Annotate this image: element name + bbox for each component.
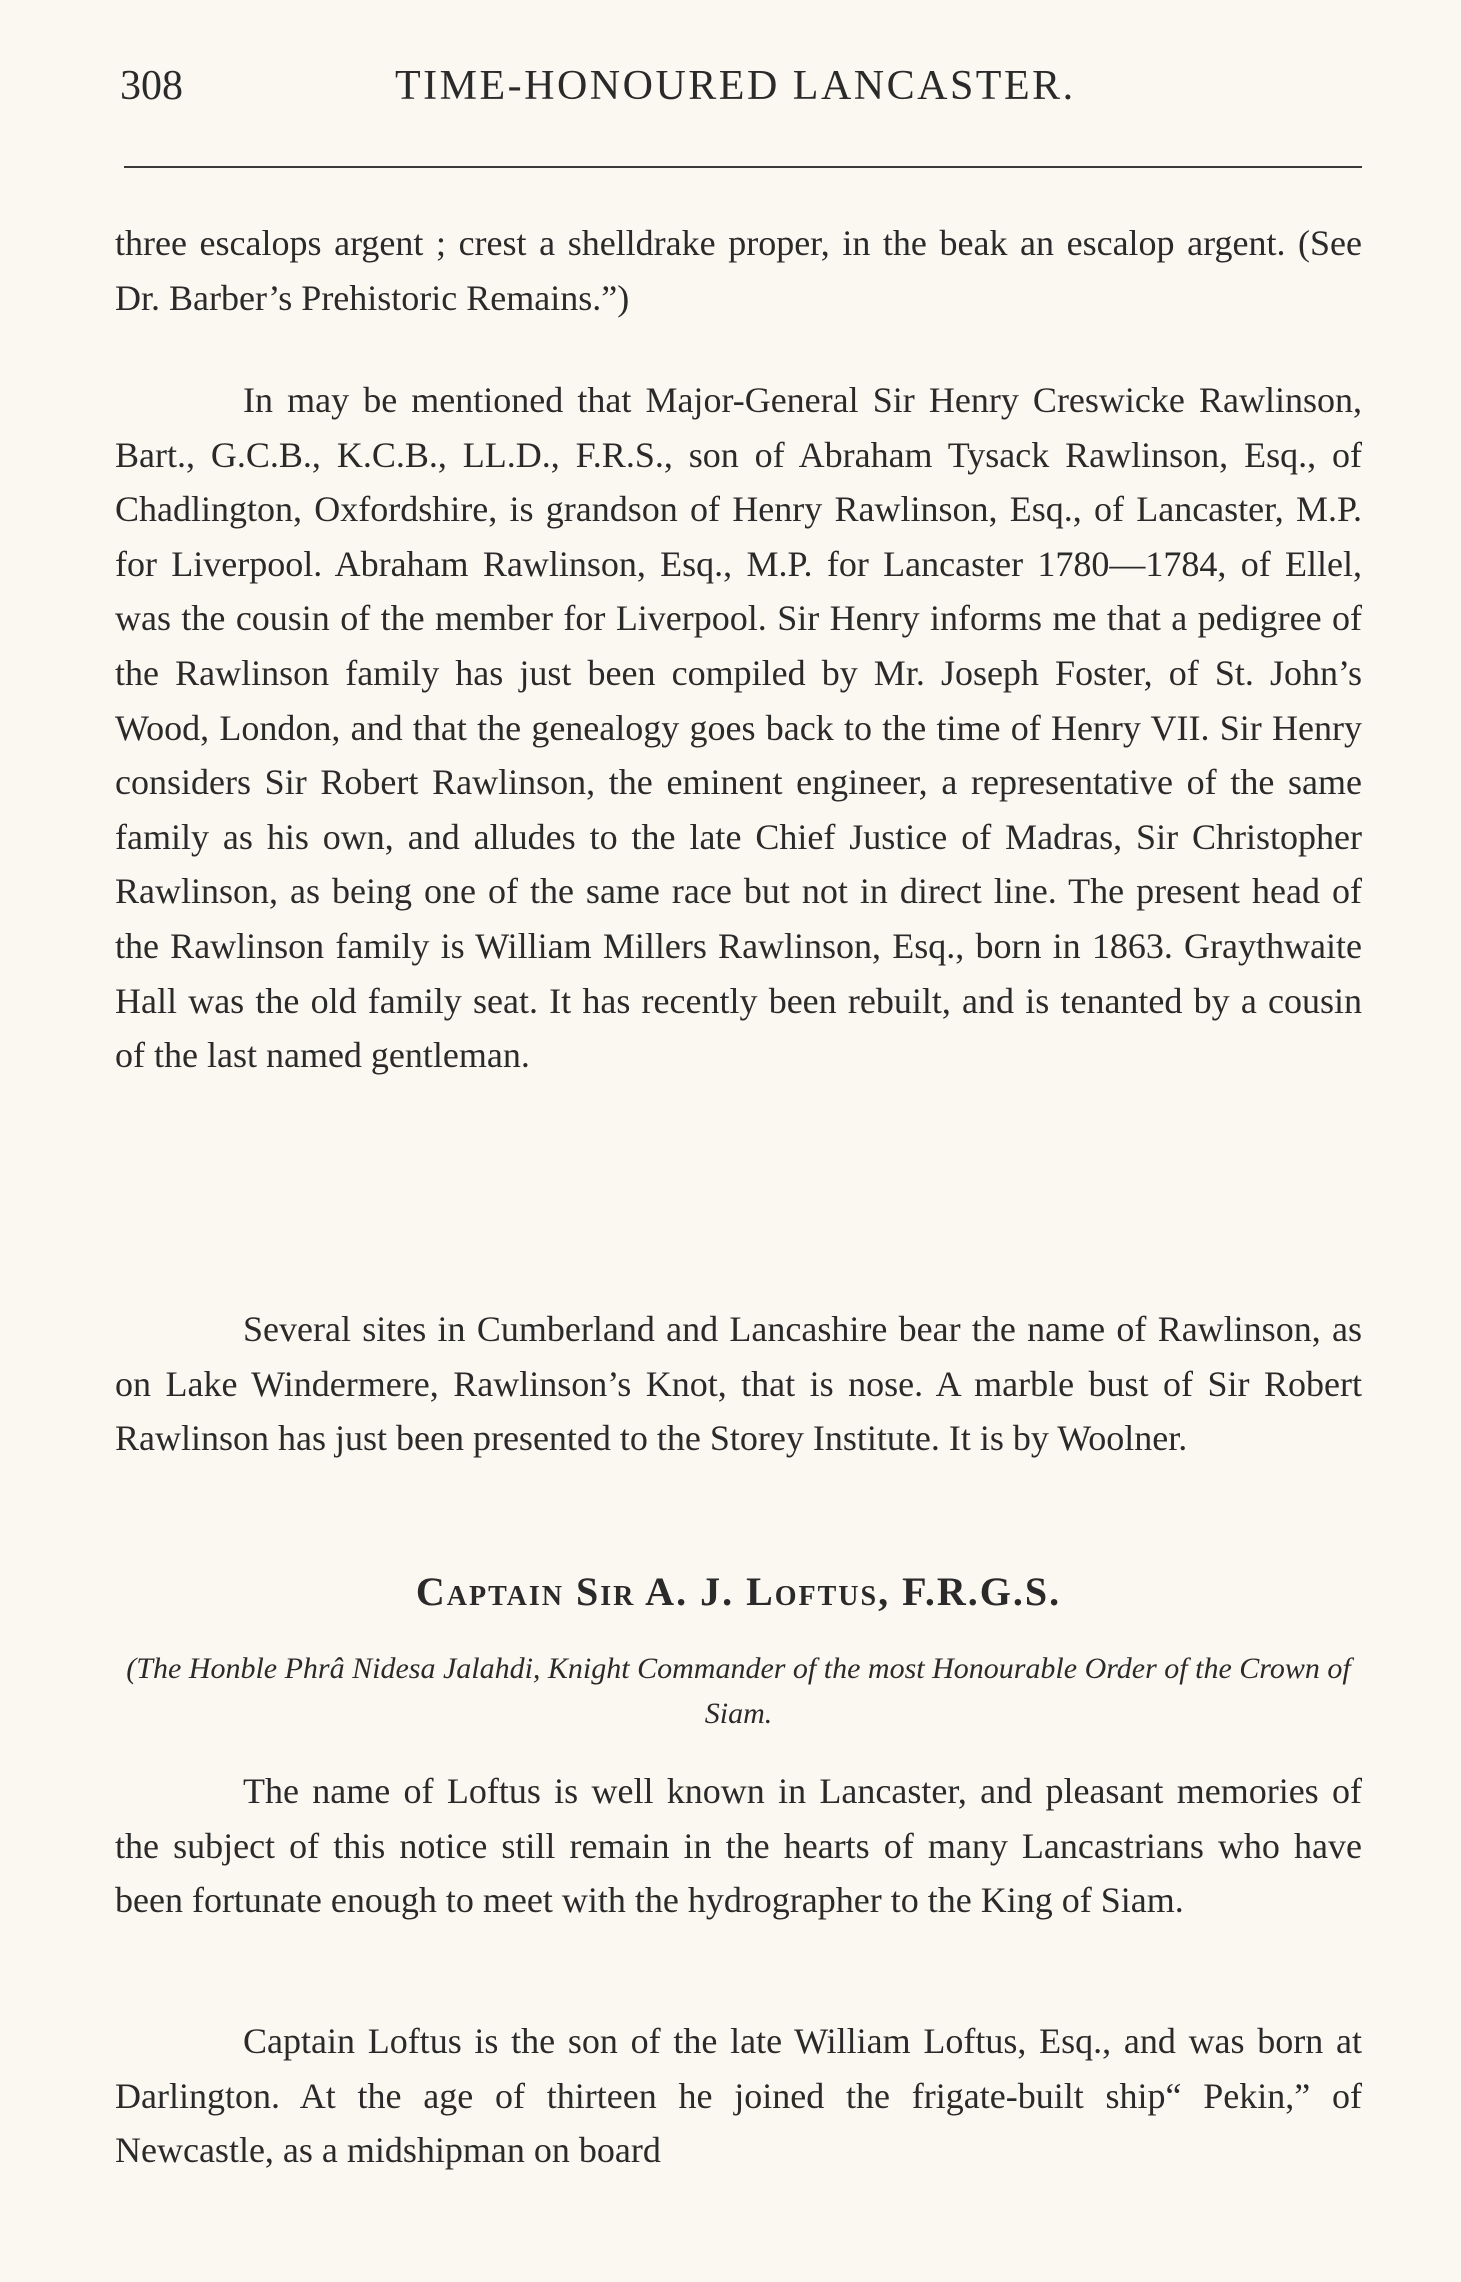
page-number: 308 (120, 63, 183, 109)
header-rule (124, 166, 1362, 168)
section-subtitle: (The Honble Phrâ Nidesa Jalahdi, Knight Commander of the most Honourable Order of the Crown of Siam. (126, 1652, 1351, 1730)
running-title: TIME-HONOURED LANCASTER. (395, 63, 1076, 109)
running-head (120, 62, 1360, 122)
section-heading: Captain Sir A. J. Loftus, F.R.G.S. (415, 1569, 1062, 1614)
paragraph-rawlinson-family: In may be mentioned that Major-General Sir Henry Creswicke Rawlinson, Bart., G.C.B., K.C.B., LL.D., F.R.S., son of Abraham Tysack Rawlinson, Esq., of Chadlington, Oxfordshire, is grandson of Henry Rawlinson, Esq., of Lancaster, M.P. for Liverpool. Abraham Rawlinson, Esq., M.P. for Lancaster 1780—1784, of Ellel, was the cousin of the member for Liverpool. Sir Henry informs me that a pedigree of the Rawlinson family has just been compiled by Mr. Joseph Foster, of St. John’s Wood, London, and that the genealogy goes back to the time of Henry VII. Sir Henry considers Sir Robert Rawlinson, the eminent engineer, a representative of the same family as his own, and alludes to the late Chief Justice of Madras, Sir Christopher Rawlinson, as being one of the same race but not in direct line. The present head of the Rawlinson family is William Millers Rawlinson, Esq., born in 1863. Graythwaite Hall was the old family seat. It has recently been rebuilt, and is tenanted by a cousin of the last named gentleman. (115, 380, 1362, 1076)
paragraph-loftus-intro: The name of Loftus is well known in Lancaster, and pleasant memories of the subject of this notice still remain in the hearts of many Lancastrians who have been fortunate enough to meet with the hydrographer to the King of Siam. (115, 1771, 1362, 1921)
paragraph-heraldry: three escalops argent ; crest a shelldrake proper, in the beak an escalop argent. (See Dr. Barber’s Prehistoric Remains.”) (115, 223, 1362, 318)
paragraph-loftus-biography: Captain Loftus is the son of the late William Loftus, Esq., and was born at Darlington. At the age of thirteen he joined the frigate-built ship“ Pekin,” of Newcastle, as a midshipman on board (115, 2021, 1362, 2171)
paragraph-rawlinson-sites: Several sites in Cumberland and Lancashire bear the name of Rawlinson, as on Lake Windermere, Rawlinson’s Knot, that is nose. A marble bust of Sir Robert Rawlinson has just been presented to the Storey Institute. It is by Woolner. (115, 1309, 1362, 1459)
